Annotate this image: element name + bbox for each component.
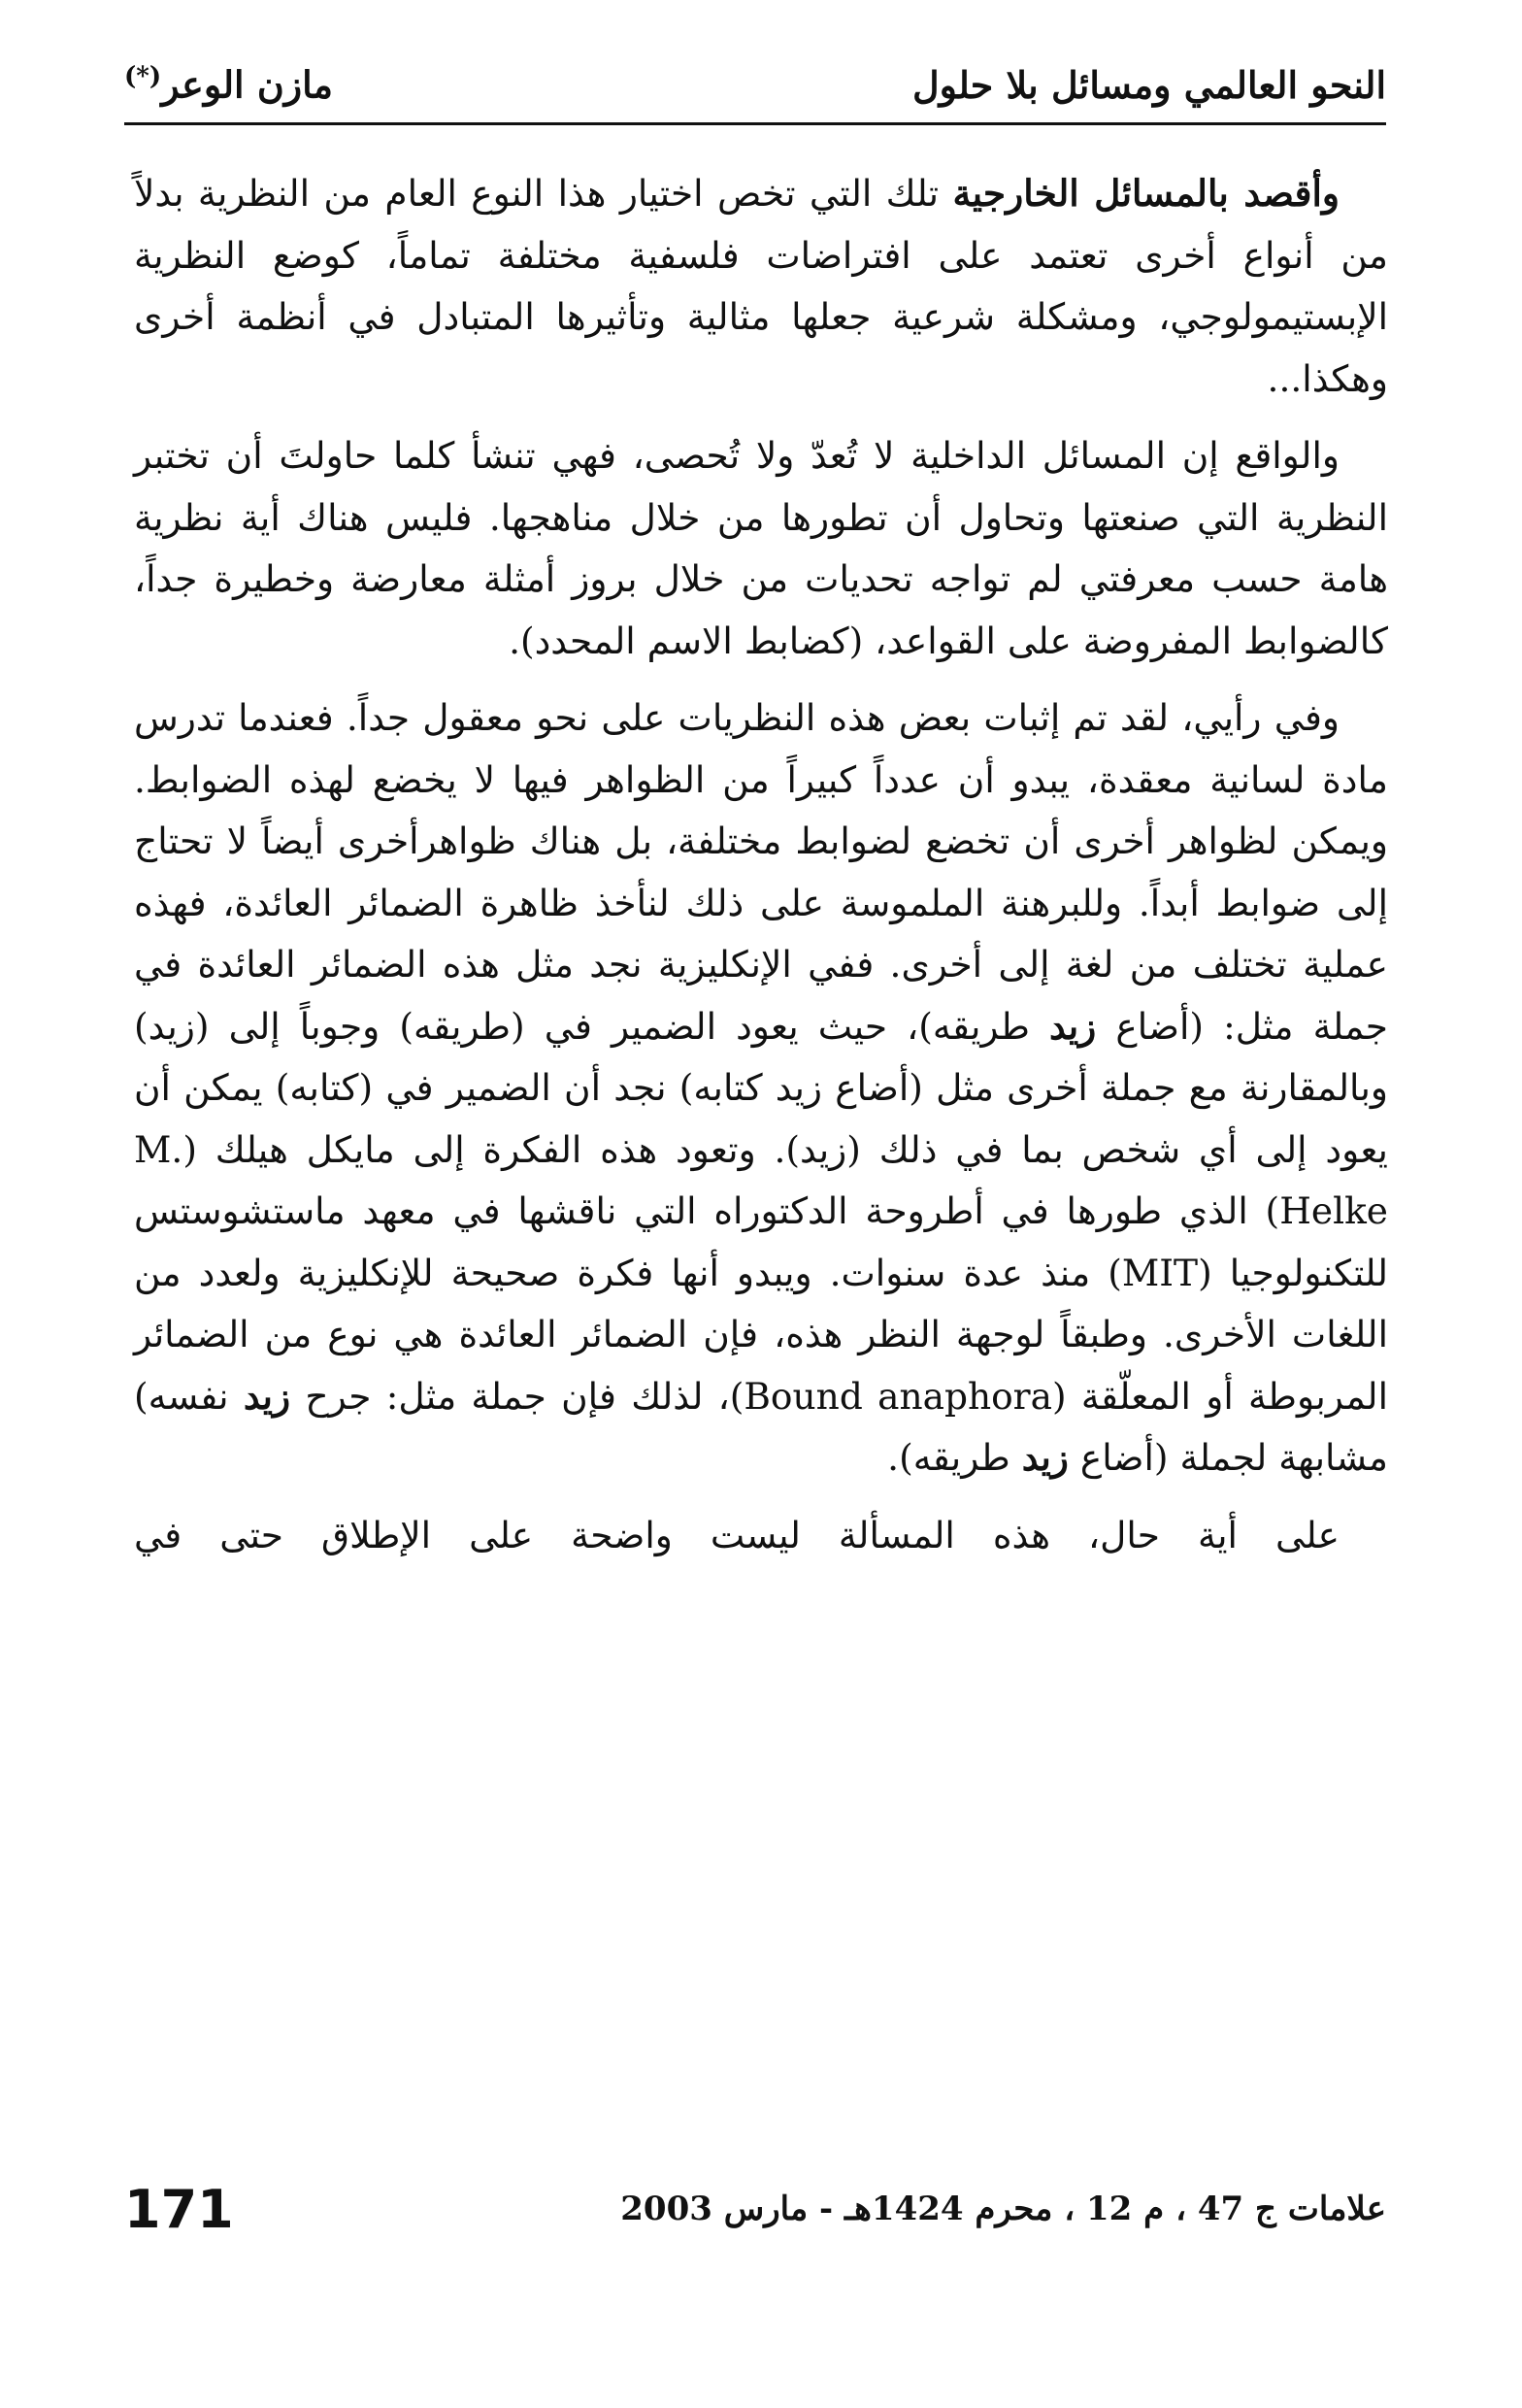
running-header [124,39,1386,107]
journal-issue-info: علامات ج 47 ، م 12 ، محرم 1424هـ - مارس 2003 [620,2190,1386,2228]
bold-name-zaid-1: زيد [1049,1004,1097,1048]
paragraph-3-text-7: طريقه). [887,1436,1022,1479]
bold-name-zaid-3: زيد [1021,1436,1069,1479]
author-name [124,62,333,107]
paragraph-3 [134,687,1388,1489]
paragraph-3-text-5: )، لذلك فإن جملة مثل: جرح [290,1374,744,1418]
article-title: النحو العالمي ومسائل بلا حلول [911,63,1386,107]
paragraph-3-text-3: ) الذي طورها في أطروحة الدكتوراه التي ناقشها في معهد ماستشوستس للتكنولوجيا ( [134,1189,1388,1294]
paragraph-3-text-1: وفي رأيي، لقد تم إثبات بعض هذه النظريات على نحو معقول جداً. فعندما تدرس مادة لسانية معقدة، يبدو أن عدداً كبيراً من الظواهر فيها لا يخضع لهذه الضوابط. ويمكن لظواهر أخرى أن تخضع لضوابط مختلفة، بل هناك ظواهرأخرى أيضاً لا تحتاج إلى ضوابط أبداً. وللبرهنة الملموسة على ذلك لنأخذ ظاهرة الضمائر العائدة، فهذه عملية تختلف من لغة إلى أخرى. ففي الإنكليزية نجد مثل هذه الضمائر العائدة في جملة مثل: (أضاع [134,696,1388,1048]
bold-name-zaid-2: زيد [243,1374,291,1418]
author-name-text: مازن الوعر [161,63,334,107]
paragraph-3-text-2: طريقه)، حيث يعود الضمير في (طريقه) وجوباً إلى (زيد) وبالمقارنة مع جملة أخرى مثل (أضاع زيد كتابه) نجد أن الضمير في (كتابه) يمكن أن يعود إلى أي شخص بما في ذلك (زيد). وتعود هذه الفكرة إلى مايكل هيلك ( [134,1004,1388,1171]
paragraph-3-text-4: ) منذ عدة سنوات. ويبدو أنها فكرة صحيحة للإنكليزية ولعدد من اللغات الأخرى. وطبقاً لوجهة النظر هذه، فإن الضمائر العائدة هي نوع من الضمائر المربوطة أو المعلّقة ( [134,1251,1389,1418]
latin-term-mit: MIT [1121,1251,1199,1294]
paragraph-2: والواقع إن المسائل الداخلية لا تُعدّ ولا تُحصى، فهي تنشأ كلما حاولتَ أن تختبر النظرية التي صنعتها وتحاول أن تطورها من خلال مناهجها. فليس هناك أية نظرية هامة حسب معرفتي لم تواجه تحديات من خلال بروز أمثلة معارضة وخطيرة جداً، كالضوابط المفروضة على القواعد، (كضابط الاسم المحدد). [134,434,1388,662]
latin-term-bound-anaphora: Bound anaphora [744,1374,1052,1418]
paragraph-1-text: تلك التي تخص اختيار هذا النوع العام من النظرية بدلاً من أنواع أخرى تعتمد على افتراضات فلسفية مختلفة تماماً، كوضع النظرية الإبستيمولوجي، ومشكلة شرعية جعلها مثالية وتأثيرها المتبادل في أنظمة أخرى وهكذا... [134,172,1388,400]
article-body [134,163,1388,1566]
header-divider [124,122,1386,125]
page-number: 171 [124,2178,234,2240]
paragraph-1 [134,163,1388,410]
paragraph-4: على أية حال، هذه المسألة ليست واضحة على الإطلاق حتى في [134,1513,1340,1556]
paragraph-3-text-6: نفسه) مشابهة لجملة (أضاع [134,1374,1388,1479]
bold-lead-phrase: وأقصد بالمسائل الخارجية [952,172,1340,215]
author-footnote-mark: (*) [124,62,162,92]
page-footer [124,2170,1386,2248]
latin-term-helke: M. Helke [134,1127,1388,1232]
